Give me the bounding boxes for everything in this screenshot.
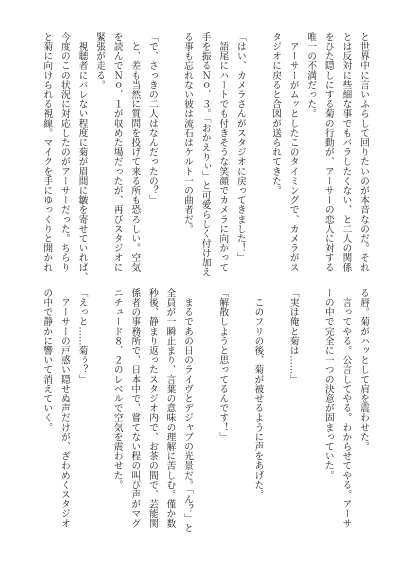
- text-line: をひた隠しにする菊の行動が、アーサーの恋人に対する: [322, 32, 334, 272]
- text-line: 「はい、カメラさんがスタジオに戻ってきました！」: [234, 32, 246, 263]
- text-line: 手を振るＮｏ．３。「おかえりぃ」と可愛らしく付け加え: [199, 32, 211, 277]
- blank-line: [91, 288, 109, 540]
- text-line: ーの中で完全に一つの決意が固まっていた。: [322, 288, 334, 480]
- text-line: とは反対に些細な事でもバラしたくない、と二人の関係: [340, 32, 352, 272]
- text-line: アーサーがムッとしたこのタイミングで、カメラがス: [287, 32, 299, 272]
- text-line: と、差も当然に質問を投げて来る所も恐ろしい。空気: [129, 32, 141, 272]
- blank-line: [266, 288, 284, 540]
- text-line: 係者の事務所で、日本中で、嘗てない程の叫び声がマグ: [129, 288, 141, 528]
- upper-text-block: [38, 32, 372, 284]
- text-line: 「で、さっきの二人はなんだったの？」: [146, 32, 158, 205]
- text-line: ニチュード８．２のレベルで空気を震わせた。: [111, 288, 123, 490]
- text-line: る事も忘れない彼は流石はケルト一の曲者だ。: [182, 32, 194, 234]
- text-line: このフリの後、菊が被せるように声をあげた。: [252, 288, 264, 500]
- text-line: 緊張が走る。: [94, 32, 106, 90]
- text-line: の中で静かに響いて消えていく。: [41, 288, 53, 432]
- text-line: 「実は俺と菊は……」: [287, 288, 299, 384]
- text-line: 唯一の不満だった。: [305, 32, 317, 119]
- text-line: 語尾にハートでも付きそうな笑顔でカメラに向かって: [217, 32, 229, 272]
- text-line: 秒後、静まり返ったスタジオ内で、お茶の間で、芸能関: [146, 288, 158, 528]
- blank-line: [249, 32, 267, 284]
- text-line: と世界中に言いふらして回りたいのが本音なのだ。それ: [358, 32, 369, 272]
- text-line: タジオに戻ると合図が送られてきた。: [270, 32, 282, 196]
- text-line: 「えっと……菊ぅ？」: [76, 288, 88, 384]
- text-line: 今度のこの状況に対応したのがアーサーだった。ちらり: [58, 32, 70, 272]
- text-line: を読んでＮｏ．１が収めた場だったが、再びスタジオに: [111, 32, 123, 272]
- blank-line: [231, 288, 249, 540]
- blank-line: [302, 288, 320, 540]
- text-line: る唇。菊がハッとして肩を震わせた。: [358, 288, 369, 452]
- text-line: 「解散しようと思ってるんです！」: [217, 288, 229, 442]
- text-line: アーサーの戸惑い隠せぬ声だけが、ざわめくスタジオ: [58, 288, 70, 528]
- text-line: 言ってやる。公言してやる。わからせてやる。アーサ: [340, 288, 352, 528]
- text-line: まるであの日のライヴとデジャブの光景だ。「ん？」と: [182, 288, 194, 533]
- text-line: と菊に向けられる視線。マイクを手にゆっくりと開かれ: [41, 32, 53, 272]
- text-line: 全員が一瞬止まり、言葉の意味の理解に苦しむ。僅か数: [164, 288, 176, 528]
- lower-text-block: [38, 288, 372, 540]
- text-line: 視聴者にバレない程度に菊が眉間に皺を寄せていれば、: [76, 32, 88, 282]
- blank-line: [196, 288, 214, 540]
- blank-line: [161, 32, 179, 284]
